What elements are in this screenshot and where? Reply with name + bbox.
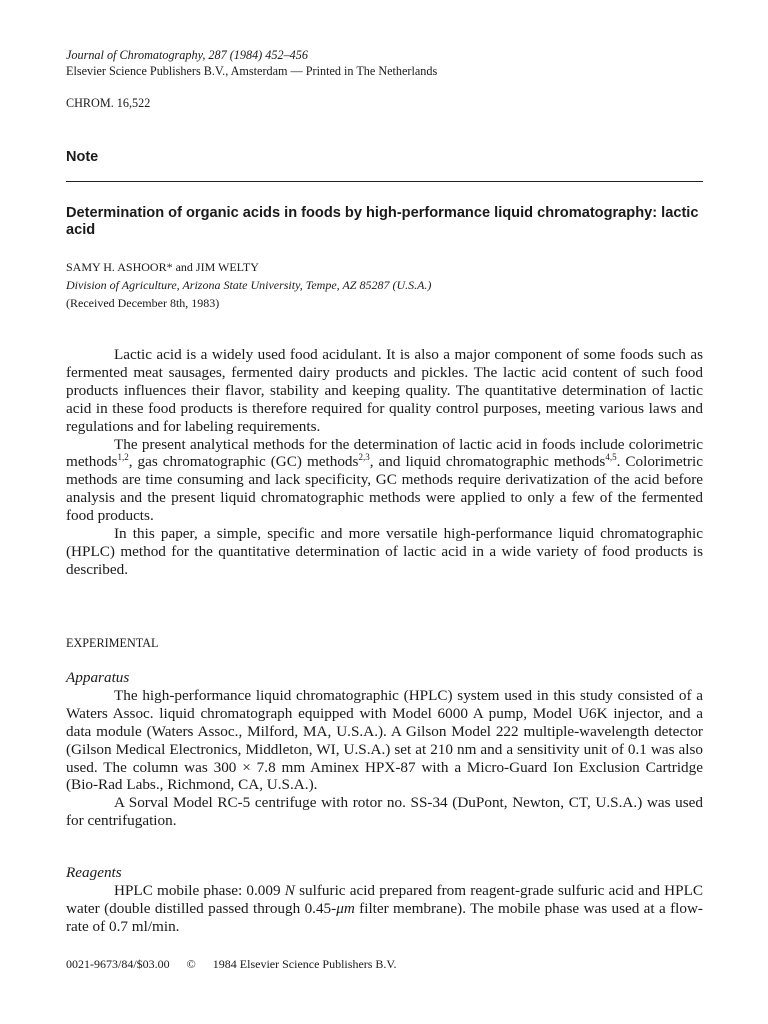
apparatus-heading: Apparatus bbox=[66, 669, 130, 686]
intro-paragraph-2: The present analytical methods for the determination of lactic acid in foods include colorimetric methods$^{1,2}$, gas chromatographic (GC) methods$^{2,3}$, and liquid chromatographic methods$^{4,5}$. Colorimetric methods are time consuming and lack specificity, GC methods require derivatization of the acid before analysis and the present liquid chromatographic methods were applied to only a few of the fermented food products. bbox=[66, 435, 703, 525]
article-title: Determination of organic acids in foods by high-performance liquid chromatography: lactic acid bbox=[66, 205, 699, 238]
intro-paragraph-1: Lactic acid is a widely used food acidulant. It is also a major component of some foods such as fermented meat sausages, fermented dairy products and pickles. The lactic acid content of such food products influences their flavor, stability and keeping quality. The quantitative determination of lactic acid in these food products is therefore required for quality control purposes, meeting various laws and regulations and for labeling requirements. bbox=[66, 346, 703, 435]
copyright-text: 1984 Elsevier Science Publishers B.V. bbox=[212, 957, 397, 971]
journal-name: Journal of Chromatography, 287 (1984) 452–456 bbox=[66, 48, 308, 62]
apparatus-section bbox=[66, 669, 703, 830]
apparatus-paragraph-1: The high-performance liquid chromatographic (HPLC) system used in this study consisted of a Waters Assoc. liquid chromatograph equipped with Model 6000 A pump, Model U6K injector, and a data module (Waters Assoc., Milford, MA, U.S.A.). A Gilson Model 222 multiple-wavelength detector (Gilson Medical Electronics, Middleton, WI, U.S.A.) set at 210 nm and a sensitivity unit of 0.1 was also used. The column was 300 × 7.8 mm Aminex HPX-87 with a Micro-Guard Ion Exclusion Cartridge (Bio-Rad Labs., Richmond, CA, U.S.A.). bbox=[66, 686, 703, 794]
reagents-section bbox=[66, 864, 703, 936]
intro-paragraph-3: In this paper, a simple, specific and more versatile high-performance liquid chromatographic (HPLC) method for the quantitative determination of lactic acid in a wide variety of food products is described. bbox=[66, 525, 703, 578]
copyright-icon: © bbox=[186, 957, 196, 971]
citation-ref: 2,3 bbox=[358, 452, 370, 463]
publisher-line: Elsevier Science Publishers B.V., Amsterdam — Printed in The Netherlands bbox=[66, 64, 438, 78]
reagents-heading: Reagents bbox=[66, 864, 122, 881]
author-list: SAMY H. ASHOOR* and JIM WELTY bbox=[66, 260, 259, 274]
page-footer bbox=[66, 957, 411, 972]
affiliation: Division of Agriculture, Arizona State University, Tempe, AZ 85287 (U.S.A.) bbox=[66, 278, 432, 292]
section-label-note: Note bbox=[66, 149, 99, 165]
apparatus-paragraph-2: A Sorval Model RC-5 centrifuge with rotor no. SS-34 (DuPont, Newton, CT, U.S.A.) was used for centrifugation. bbox=[66, 794, 703, 830]
received-date: (Received December 8th, 1983) bbox=[66, 296, 220, 310]
citation-ref: 1,2 bbox=[117, 452, 129, 463]
chrom-code: CHROM. 16,522 bbox=[66, 96, 151, 110]
experimental-heading: EXPERIMENTAL bbox=[66, 636, 159, 650]
header-rule bbox=[66, 181, 703, 182]
introduction bbox=[66, 346, 703, 579]
issn-price-code: 0021-9673/84/$03.00 bbox=[66, 957, 170, 971]
citation-ref: 4,5 bbox=[605, 452, 617, 463]
reagents-paragraph-1: HPLC mobile phase: 0.009 N sulfuric acid prepared from reagent-grade sulfuric acid and HPLC water (double distilled passed through 0.45-μm filter membrane). The mobile phase was used at a flow-rate of 0.7 ml/min. bbox=[66, 881, 703, 935]
journal-citation bbox=[66, 47, 437, 79]
